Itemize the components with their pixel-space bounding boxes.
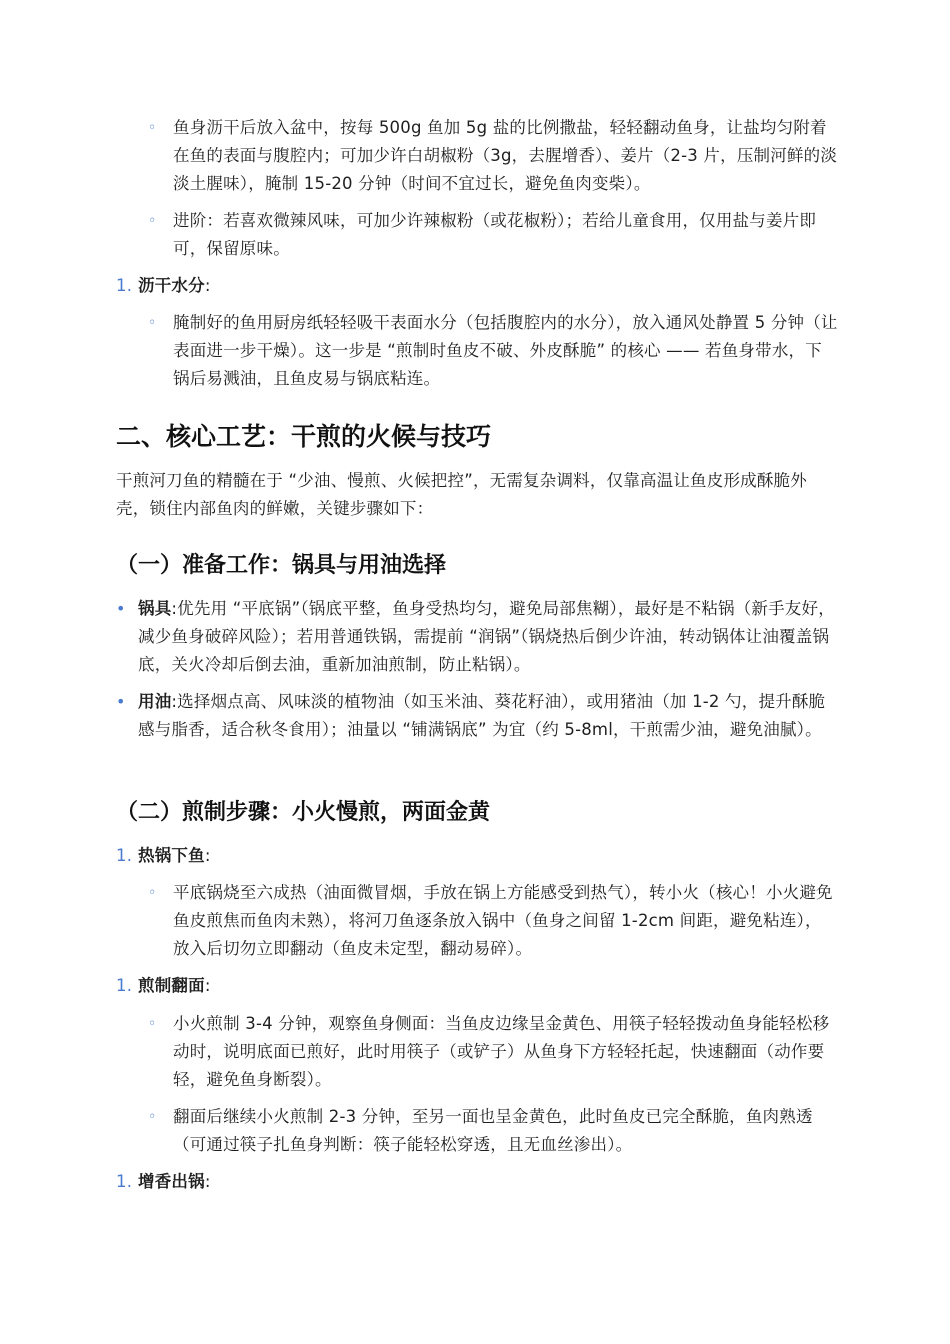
list-item-text: 平底锅烧至六成热（油面微冒烟，手放在锅上方能感受到热气），转小火（核心！小火避免鱼皮煎焦而鱼肉未熟），将河刀鱼逐条放入锅中（鱼身之间留 1-2cm 间距，避免粘连），放入后切勿立即翻动（鱼皮未定型，翻动易碎）。: [173, 883, 833, 958]
list-item: [148, 879, 838, 963]
step-title: 沥干水分: [138, 276, 205, 295]
step-colon: :: [204, 846, 211, 865]
step-title: 热锅下鱼: [138, 846, 205, 865]
bullet-icon: •: [116, 692, 126, 711]
step-number: 1.: [116, 276, 133, 295]
sub-bullet-icon: ◦: [148, 1016, 157, 1032]
step-title: 煎制翻面: [138, 976, 205, 995]
step-title: 增香出锅: [138, 1172, 205, 1191]
sub-bullet-icon: ◦: [148, 885, 157, 901]
numbered-step: [116, 972, 836, 1000]
list-item: [148, 114, 838, 198]
section-heading: 二、核心工艺：干煎的火候与技巧: [116, 422, 492, 451]
sub-bullet-icon: ◦: [148, 1109, 157, 1125]
sub-bullet-icon: ◦: [148, 120, 157, 136]
list-item-text: 小火煎制 3-4 分钟，观察鱼身侧面：当鱼皮边缘呈金黄色、用筷子轻轻拨动鱼身能轻松移动时，说明底面已煎好，此时用筷子（或铲子）从鱼身下方轻轻托起，快速翻面（动作要轻，避免鱼身断裂）。: [173, 1014, 830, 1089]
list-item-text: 翻面后继续小火煎制 2-3 分钟，至另一面也呈金黄色，此时鱼皮已完全酥脆，鱼肉熟透（可通过筷子扎鱼身判断：筷子能轻松穿透，且无血丝渗出）。: [173, 1107, 813, 1154]
step-number: 1.: [116, 976, 133, 995]
list-item: [148, 1010, 838, 1094]
item-colon: :: [171, 692, 178, 711]
list-item: [148, 207, 838, 263]
list-item: [148, 1103, 838, 1159]
numbered-step: [116, 842, 836, 870]
numbered-step: [116, 272, 836, 300]
list-item: [148, 309, 838, 393]
item-text: 优先用 “平底锅”（锅底平整，鱼身受热均匀，避免局部焦糊），最好是不粘锅（新手友好，减少鱼身破碎风险）；若用普通铁锅，需提前 “润锅”（锅烧热后倒少许油，转动锅体让油覆盖锅底，关火冷却后倒去油，重新加油煎制，防止粘锅）。: [138, 599, 835, 674]
step-colon: :: [204, 1172, 211, 1191]
section-intro: 干煎河刀鱼的精髓在于 “少油、慢煎、火候把控”，无需复杂调料，仅靠高温让鱼皮形成酥脆外壳，锁住内部鱼肉的鲜嫩，关键步骤如下：: [116, 471, 807, 518]
list-item-text: 鱼身沥干后放入盆中，按每 500g 鱼加 5g 盐的比例撒盐，轻轻翻动鱼身，让盐均匀附着在鱼的表面与腹腔内；可加少许白胡椒粉（3g，去腥增香）、姜片（2-3 片，压制河鲜的淡淡土腥味），腌制 15-20 分钟（时间不宜过长，避免鱼肉变柴）。: [173, 118, 838, 193]
bullet-icon: •: [116, 599, 126, 618]
subsection-heading: （一）准备工作：锅具与用油选择: [116, 553, 447, 578]
step-number: 1.: [116, 1172, 133, 1191]
step-colon: :: [204, 976, 211, 995]
item-label: 锅具: [138, 599, 172, 618]
item-label: 用油: [138, 692, 172, 711]
numbered-step: [116, 1168, 836, 1196]
list-item: [116, 688, 840, 744]
step-colon: :: [204, 276, 211, 295]
list-item-text: 进阶：若喜欢微辣风味，可加少许辣椒粉（或花椒粉）；若给儿童食用，仅用盐与姜片即可，保留原味。: [173, 211, 817, 258]
sub-bullet-icon: ◦: [148, 315, 157, 331]
step-number: 1.: [116, 846, 133, 865]
item-text: 选择烟点高、风味淡的植物油（如玉米油、葵花籽油），或用猪油（加 1-2 勺，提升酥脆感与脂香，适合秋冬食用）；油量以 “铺满锅底” 为宜（约 5-8ml，干煎需少油，避免油腻）。: [138, 692, 826, 739]
subsection-heading: （二）煎制步骤：小火慢煎，两面金黄: [116, 800, 491, 825]
list-item-text: 腌制好的鱼用厨房纸轻轻吸干表面水分（包括腹腔内的水分），放入通风处静置 5 分钟（让表面进一步干燥）。这一步是 “煎制时鱼皮不破、外皮酥脆” 的核心 —— 若鱼身带水，下锅后易溅油，且鱼皮易与锅底粘连。: [173, 313, 838, 388]
item-colon: :: [171, 599, 178, 618]
sub-bullet-icon: ◦: [148, 213, 157, 229]
list-item: [116, 595, 840, 679]
